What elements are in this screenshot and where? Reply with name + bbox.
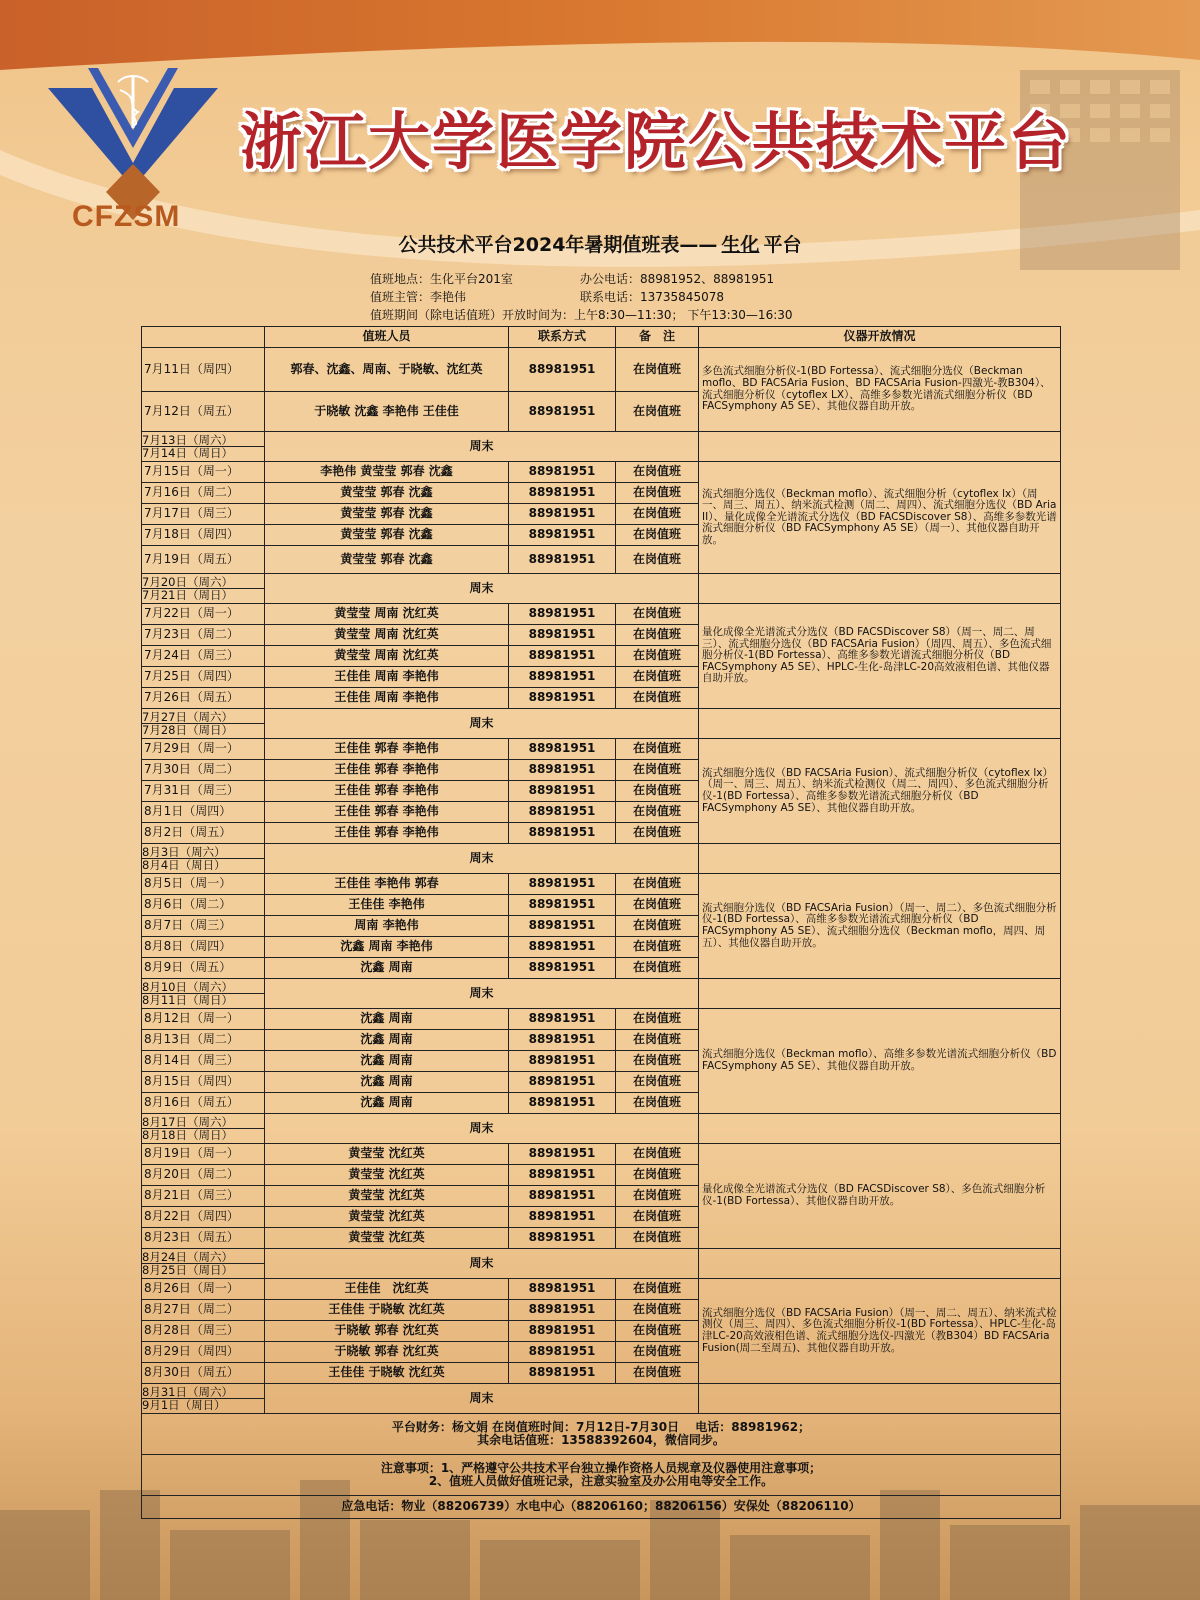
duty-people: 沈鑫 周南 李艳伟	[265, 937, 509, 958]
duty-people: 王佳佳 李艳伟 郭春	[265, 874, 509, 895]
weekend-saturday: 7月27日（周六）	[142, 711, 264, 724]
schedule-title-prefix: 公共技术平台2024年暑期值班表——	[398, 234, 718, 256]
duty-date: 8月1日（周四）	[142, 802, 265, 823]
duty-people: 黄莹莹 沈红英	[265, 1186, 509, 1207]
duty-date: 7月22日（周一）	[142, 604, 265, 625]
duty-note: 在岗值班	[616, 958, 699, 979]
instrument-availability: 量化成像全光谱流式分选仪（BD FACSDiscover S8）（周一、周二、周三）、流式细胞分选仪（BD FACSAria Fusion）（周四、周五）、多色流式细胞分析仪-1(BD Fortessa）、高维多参数光谱流式细胞分析仪（BD FACSymphony A5 SE）、HPLC-生化-岛津LC-20高效液相色谱、其他仪器自助开放。	[699, 604, 1061, 709]
duty-phone: 88981951	[509, 1300, 616, 1321]
weekend-saturday: 8月24日（周六）	[142, 1251, 264, 1264]
duty-note: 在岗值班	[616, 874, 699, 895]
duty-note: 在岗值班	[616, 348, 699, 392]
duty-note: 在岗值班	[616, 1228, 699, 1249]
duty-people: 王佳佳 于晓敏 沈红英	[265, 1300, 509, 1321]
weekend-saturday: 7月20日（周六）	[142, 576, 264, 589]
weekend-dates	[142, 1114, 265, 1144]
col-instruments-header: 仪器开放情况	[699, 327, 1061, 348]
duty-date: 8月13日（周二）	[142, 1030, 265, 1051]
weekend-label: 周末	[265, 844, 699, 874]
weekend-row	[142, 1249, 1061, 1279]
duty-phone: 88981951	[509, 1009, 616, 1030]
finance-row	[142, 1414, 1061, 1455]
duty-people: 黄莹莹 沈红英	[265, 1228, 509, 1249]
duty-date: 8月15日（周四）	[142, 1072, 265, 1093]
duty-people: 黄莹莹 郭春 沈鑫	[265, 525, 509, 546]
duty-date: 7月11日（周四）	[142, 348, 265, 392]
finance-line-1: 平台财务：杨文娟 在岗值班时间：7月12日-7月30日 电话：88981962；	[391, 1419, 811, 1434]
duty-phone: 88981951	[509, 1207, 616, 1228]
duty-date: 7月23日（周二）	[142, 625, 265, 646]
col-note-header: 备 注	[616, 327, 699, 348]
col-date-header	[142, 327, 265, 348]
duty-note: 在岗值班	[616, 895, 699, 916]
duty-people: 黄莹莹 郭春 沈鑫	[265, 504, 509, 525]
weekend-saturday: 8月3日（周六）	[142, 846, 264, 859]
instrument-availability: 流式细胞分选仪（BD FACSAria Fusion）（周一、周二）、多色流式细胞分析仪-1(BD Fortessa）、高维多参数光谱流式细胞分析仪（BD FACSymphony A5 SE）、流式细胞分选仪（Beckman moflo，周四、周五）、其他仪器自助开放。	[699, 874, 1061, 979]
duty-phone: 88981951	[509, 1279, 616, 1300]
duty-phone: 88981951	[509, 1186, 616, 1207]
weekend-instruments-empty	[699, 1114, 1061, 1144]
duty-phone: 88981951	[509, 483, 616, 504]
duty-people: 周南 李艳伟	[265, 916, 509, 937]
weekend-sunday: 8月4日（周日）	[142, 858, 226, 872]
duty-date: 8月5日（周一）	[142, 874, 265, 895]
duty-note: 在岗值班	[616, 1030, 699, 1051]
duty-date: 7月29日（周一）	[142, 739, 265, 760]
schedule-title	[0, 230, 1200, 257]
duty-date: 8月30日（周五）	[142, 1363, 265, 1384]
duty-note: 在岗值班	[616, 1300, 699, 1321]
weekend-row	[142, 1114, 1061, 1144]
table-row	[142, 462, 1061, 483]
table-row	[142, 604, 1061, 625]
duty-people: 王佳佳 郭春 李艳伟	[265, 781, 509, 802]
duty-people: 黄莹莹 周南 沈红英	[265, 646, 509, 667]
duty-date: 8月7日（周三）	[142, 916, 265, 937]
duty-note: 在岗值班	[616, 546, 699, 574]
duty-date: 8月28日（周三）	[142, 1321, 265, 1342]
col-phone-header: 联系方式	[509, 327, 616, 348]
duty-date: 7月30日（周二）	[142, 760, 265, 781]
weekend-saturday: 8月10日（周六）	[142, 981, 264, 994]
duty-people: 王佳佳 周南 李艳伟	[265, 688, 509, 709]
duty-people: 黄莹莹 周南 沈红英	[265, 625, 509, 646]
finance-line-2: 其余电话值班：13588392604，微信同步。	[477, 1433, 725, 1447]
duty-note: 在岗值班	[616, 1342, 699, 1363]
weekend-dates	[142, 1384, 265, 1414]
duty-phone: 88981951	[509, 1072, 616, 1093]
duty-phone: 88981951	[509, 1342, 616, 1363]
weekend-instruments-empty	[699, 432, 1061, 462]
duty-phone: 88981951	[509, 1030, 616, 1051]
duty-note: 在岗值班	[616, 1321, 699, 1342]
duty-note: 在岗值班	[616, 1009, 699, 1030]
duty-phone: 88981951	[509, 348, 616, 392]
duty-people: 李艳伟 黄莹莹 郭春 沈鑫	[265, 462, 509, 483]
duty-phone: 88981951	[509, 525, 616, 546]
weekend-label: 周末	[265, 709, 699, 739]
duty-people: 黄莹莹 沈红英	[265, 1165, 509, 1186]
duty-phone: 88981951	[509, 937, 616, 958]
logo-text: CFZSM	[72, 200, 181, 233]
duty-note: 在岗值班	[616, 504, 699, 525]
duty-note: 在岗值班	[616, 1186, 699, 1207]
table-row	[142, 874, 1061, 895]
duty-phone: 88981951	[509, 1228, 616, 1249]
duty-date: 8月14日（周三）	[142, 1051, 265, 1072]
duty-date: 7月26日（周五）	[142, 688, 265, 709]
duty-note: 在岗值班	[616, 667, 699, 688]
page-title: 浙江大学医学院公共技术平台	[240, 105, 1073, 178]
duty-note: 在岗值班	[616, 937, 699, 958]
duty-date: 7月24日（周三）	[142, 646, 265, 667]
weekend-label: 周末	[265, 1384, 699, 1414]
duty-people: 王佳佳 周南 李艳伟	[265, 667, 509, 688]
weekend-sunday: 8月11日（周日）	[142, 993, 233, 1007]
duty-people: 沈鑫 周南	[265, 1093, 509, 1114]
duty-people: 王佳佳 郭春 李艳伟	[265, 760, 509, 781]
weekend-sunday: 8月25日（周日）	[142, 1263, 233, 1277]
notice-line-1: 注意事项：1、严格遵守公共技术平台独立操作资格人员规章及仪器使用注意事项；	[380, 1460, 822, 1475]
duty-date: 7月25日（周四）	[142, 667, 265, 688]
duty-date: 8月26日（周一）	[142, 1279, 265, 1300]
instrument-availability: 流式细胞分选仪（Beckman moflo）、流式细胞分析（cytoflex lx）（周一、周三、周五）、纳米流式检测（周二、周四）、流式细胞分选仪（BD Aria II）、量化成像全光谱流式分选仪（BD FACSDiscover S8）、高维多参数光谱流式细胞分析仪（BD FACSymphony A5 SE）（周一）、其他仪器自助开放。	[699, 462, 1061, 574]
duty-phone: 88981951	[509, 760, 616, 781]
duty-people: 王佳佳 郭春 李艳伟	[265, 823, 509, 844]
duty-phone: 88981951	[509, 604, 616, 625]
duty-date: 7月12日（周五）	[142, 392, 265, 432]
duty-note: 在岗值班	[616, 392, 699, 432]
duty-people: 黄莹莹 郭春 沈鑫	[265, 546, 509, 574]
duty-people: 王佳佳 郭春 李艳伟	[265, 802, 509, 823]
duty-note: 在岗值班	[616, 739, 699, 760]
instrument-availability: 流式细胞分选仪（Beckman moflo）、高维多参数光谱流式细胞分析仪（BD FACSymphony A5 SE）、其他仪器自助开放。	[699, 1009, 1061, 1114]
weekend-label: 周末	[265, 574, 699, 604]
duty-note: 在岗值班	[616, 1207, 699, 1228]
duty-phone: 88981951	[509, 392, 616, 432]
duty-note: 在岗值班	[616, 1072, 699, 1093]
notice-row	[142, 1455, 1061, 1496]
weekend-saturday: 8月17日（周六）	[142, 1116, 264, 1129]
duty-people: 黄莹莹 周南 沈红英	[265, 604, 509, 625]
duty-date: 8月16日（周五）	[142, 1093, 265, 1114]
duty-note: 在岗值班	[616, 916, 699, 937]
emergency-row	[142, 1496, 1061, 1519]
duty-note: 在岗值班	[616, 823, 699, 844]
weekend-dates	[142, 709, 265, 739]
duty-people: 于晓敏 郭春 沈红英	[265, 1342, 509, 1363]
duty-note: 在岗值班	[616, 688, 699, 709]
duty-date: 7月15日（周一）	[142, 462, 265, 483]
duty-note: 在岗值班	[616, 802, 699, 823]
table-row	[142, 739, 1061, 760]
duty-phone: 88981951	[509, 823, 616, 844]
duty-people: 沈鑫 周南	[265, 1072, 509, 1093]
duty-note: 在岗值班	[616, 1093, 699, 1114]
weekend-label: 周末	[265, 1249, 699, 1279]
table-row	[142, 348, 1061, 392]
weekend-instruments-empty	[699, 844, 1061, 874]
duty-note: 在岗值班	[616, 1051, 699, 1072]
duty-phone: 88981951	[509, 1165, 616, 1186]
weekend-label: 周末	[265, 1114, 699, 1144]
duty-date: 7月31日（周三）	[142, 781, 265, 802]
weekend-row	[142, 1384, 1061, 1414]
duty-phone: 88981951	[509, 874, 616, 895]
weekend-dates	[142, 979, 265, 1009]
table-header-row	[142, 327, 1061, 348]
duty-note: 在岗值班	[616, 1363, 699, 1384]
duty-date: 7月17日（周三）	[142, 504, 265, 525]
duty-note: 在岗值班	[616, 760, 699, 781]
weekend-sunday: 7月21日（周日）	[142, 588, 233, 602]
duty-date: 7月18日（周四）	[142, 525, 265, 546]
duty-phone: 88981951	[509, 781, 616, 802]
duty-people: 沈鑫 周南	[265, 1030, 509, 1051]
duty-people: 沈鑫 周南	[265, 1009, 509, 1030]
duty-date: 7月19日（周五）	[142, 546, 265, 574]
duty-phone: 88981951	[509, 1051, 616, 1072]
weekend-dates	[142, 574, 265, 604]
duty-note: 在岗值班	[616, 646, 699, 667]
weekend-saturday: 7月13日（周六）	[142, 434, 264, 447]
duty-phone: 88981951	[509, 688, 616, 709]
info-contact-phone: 联系电话：13735845078	[580, 290, 724, 304]
duty-people: 黄莹莹 沈红英	[265, 1144, 509, 1165]
duty-people: 黄莹莹 沈红英	[265, 1207, 509, 1228]
duty-date: 8月12日（周一）	[142, 1009, 265, 1030]
weekend-instruments-empty	[699, 979, 1061, 1009]
duty-people: 于晓敏 郭春 沈红英	[265, 1321, 509, 1342]
duty-people: 沈鑫 周南	[265, 958, 509, 979]
duty-date: 8月8日（周四）	[142, 937, 265, 958]
duty-note: 在岗值班	[616, 1165, 699, 1186]
duty-phone: 88981951	[509, 667, 616, 688]
duty-note: 在岗值班	[616, 604, 699, 625]
duty-people: 沈鑫 周南	[265, 1051, 509, 1072]
notice-cell	[142, 1455, 1061, 1496]
weekend-sunday: 9月1日（周日）	[142, 1398, 226, 1412]
duty-table	[141, 326, 1061, 1519]
duty-phone: 88981951	[509, 739, 616, 760]
table-row	[142, 1279, 1061, 1300]
duty-date: 8月9日（周五）	[142, 958, 265, 979]
duty-date: 8月27日（周二）	[142, 1300, 265, 1321]
weekend-instruments-empty	[699, 1249, 1061, 1279]
duty-note: 在岗值班	[616, 525, 699, 546]
duty-date: 8月29日（周四）	[142, 1342, 265, 1363]
weekend-label: 周末	[265, 979, 699, 1009]
table-row	[142, 1144, 1061, 1165]
duty-phone: 88981951	[509, 895, 616, 916]
col-people-header: 值班人员	[265, 327, 509, 348]
duty-phone: 88981951	[509, 462, 616, 483]
weekend-instruments-empty	[699, 574, 1061, 604]
duty-people: 王佳佳 于晓敏 沈红英	[265, 1363, 509, 1384]
duty-phone: 88981951	[509, 1321, 616, 1342]
duty-phone: 88981951	[509, 1144, 616, 1165]
weekend-instruments-empty	[699, 709, 1061, 739]
duty-date: 8月6日（周二）	[142, 895, 265, 916]
weekend-label: 周末	[265, 432, 699, 462]
instrument-availability: 流式细胞分选仪（BD FACSAria Fusion）（周一、周二、周五）、纳米流式检测仪（周三、周四）、多色流式细胞分析仪-1(BD Fortessa）、HPLC-生化-岛津LC-20高效液相色谱、流式细胞分选仪-四激光（教B304）BD FACSAria Fusion(周二至周五)、其他仪器自助开放。	[699, 1279, 1061, 1384]
duty-date: 8月19日（周一）	[142, 1144, 265, 1165]
duty-date: 8月21日（周三）	[142, 1186, 265, 1207]
weekend-row	[142, 844, 1061, 874]
finance-cell	[142, 1414, 1061, 1455]
schedule-title-suffix: 平台	[763, 234, 802, 256]
duty-phone: 88981951	[509, 646, 616, 667]
info-hours: 值班期间（除电话值班）开放时间为：上午8:30—11:30； 下午13:30—16:30	[370, 308, 793, 322]
duty-date: 7月16日（周二）	[142, 483, 265, 504]
duty-phone: 88981951	[509, 916, 616, 937]
duty-phone: 88981951	[509, 802, 616, 823]
duty-people: 黄莹莹 郭春 沈鑫	[265, 483, 509, 504]
duty-phone: 88981951	[509, 625, 616, 646]
duty-people: 郭春、沈鑫、周南、于晓敏、沈红英	[265, 348, 509, 392]
duty-people: 王佳佳 郭春 李艳伟	[265, 739, 509, 760]
weekend-sunday: 7月28日（周日）	[142, 723, 233, 737]
instrument-availability: 多色流式细胞分析仪-1(BD Fortessa）、流式细胞分选仪（Beckman moflo、BD FACSAria Fusion、BD FACSAria Fusion-四激光-教B304）、流式细胞分析仪（cytoflex LX）、高维多参数光谱流式细胞分析仪（BD FACSymphony A5 SE）、其他仪器自助开放。	[699, 348, 1061, 432]
instrument-availability: 量化成像全光谱流式分选仪（BD FACSDiscover S8）、多色流式细胞分析仪-1(BD Fortessa）、其他仪器自助开放。	[699, 1144, 1061, 1249]
duty-phone: 88981951	[509, 958, 616, 979]
duty-phone: 88981951	[509, 546, 616, 574]
duty-phone: 88981951	[509, 504, 616, 525]
info-supervisor: 值班主管：李艳伟	[370, 290, 467, 304]
weekend-row	[142, 979, 1061, 1009]
duty-people: 王佳佳 沈红英	[265, 1279, 509, 1300]
duty-date: 8月20日（周二）	[142, 1165, 265, 1186]
weekend-instruments-empty	[699, 1384, 1061, 1414]
info-office-phone: 办公电话：88981952、88981951	[580, 272, 775, 286]
weekend-saturday: 8月31日（周六）	[142, 1386, 264, 1399]
weekend-dates	[142, 844, 265, 874]
duty-people: 于晓敏 沈鑫 李艳伟 王佳佳	[265, 392, 509, 432]
weekend-row	[142, 709, 1061, 739]
table-row	[142, 1009, 1061, 1030]
emergency-phones: 应急电话：物业（88206739）水电中心（88206160；88206156）安保处（88206110）	[142, 1496, 1061, 1519]
weekend-dates	[142, 432, 265, 462]
weekend-sunday: 8月18日（周日）	[142, 1128, 233, 1142]
duty-note: 在岗值班	[616, 1279, 699, 1300]
notice-line-2: 2、值班人员做好值班记录，注意实验室及办公用电等安全工作。	[428, 1474, 774, 1488]
duty-date: 8月22日（周四）	[142, 1207, 265, 1228]
duty-note: 在岗值班	[616, 625, 699, 646]
duty-date: 8月23日（周五）	[142, 1228, 265, 1249]
instrument-availability: 流式细胞分选仪（BD FACSAria Fusion）、流式细胞分析仪（cytoflex lx）（周一、周三、周五）、纳米流式检测仪（周二、周四）、多色流式细胞分析仪-1(BD Fortessa）、高维多参数光谱流式细胞分析仪（BD FACSymphony A5 SE）、其他仪器自助开放。	[699, 739, 1061, 844]
duty-phone: 88981951	[509, 1363, 616, 1384]
weekend-dates	[142, 1249, 265, 1279]
duty-note: 在岗值班	[616, 1144, 699, 1165]
duty-note: 在岗值班	[616, 483, 699, 504]
weekend-row	[142, 574, 1061, 604]
duty-note: 在岗值班	[616, 462, 699, 483]
duty-date: 8月2日（周五）	[142, 823, 265, 844]
weekend-row	[142, 432, 1061, 462]
duty-people: 王佳佳 李艳伟	[265, 895, 509, 916]
weekend-sunday: 7月14日（周日）	[142, 446, 233, 460]
duty-phone: 88981951	[509, 1093, 616, 1114]
schedule-title-platform: 生化	[721, 234, 760, 256]
info-location: 值班地点：生化平台201室	[370, 272, 513, 286]
duty-note: 在岗值班	[616, 781, 699, 802]
